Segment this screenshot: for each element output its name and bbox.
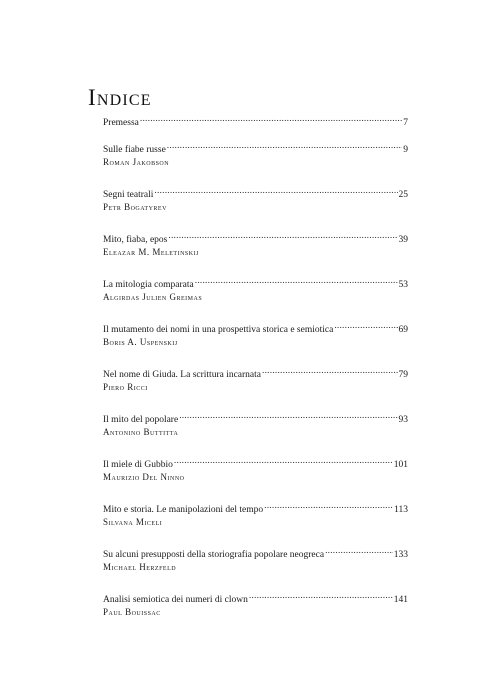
dot-leader <box>262 365 397 377</box>
toc-entry <box>103 275 408 303</box>
toc-line <box>103 230 408 246</box>
toc-entry <box>103 410 408 438</box>
toc-heading: Il miele di Gubbio <box>103 460 173 470</box>
dot-leader <box>154 185 397 197</box>
toc-page-number: 39 <box>398 235 408 245</box>
dot-leader <box>167 140 402 152</box>
toc-page-number: 101 <box>393 460 408 470</box>
toc-entry <box>103 140 408 168</box>
toc-author: Maurizio Del Ninno <box>103 472 185 482</box>
toc-heading: Mito e storia. Le manipolazioni del tempo <box>103 505 264 515</box>
toc-entry <box>103 590 408 618</box>
toc-heading: Sulle fiabe russe <box>103 145 166 155</box>
dot-leader <box>325 545 393 557</box>
toc-entry <box>103 185 408 213</box>
toc-page-number: 133 <box>393 550 408 560</box>
dot-leader <box>195 275 398 287</box>
toc-heading: Il mutamento dei nomi in una prospettiva storica e semiotica <box>103 325 334 335</box>
toc-author: Petr Bogatyrev <box>103 202 167 212</box>
toc-page-number: 53 <box>398 280 408 290</box>
toc-line <box>103 365 408 381</box>
toc-heading: Il mito del popolare <box>103 415 179 425</box>
toc-heading: Segni teatrali <box>103 190 154 200</box>
toc-line <box>103 320 408 336</box>
dot-leader <box>179 410 397 422</box>
toc-line <box>103 185 408 201</box>
toc-page-number: 79 <box>398 370 408 380</box>
toc-author: Paul Bouissac <box>103 607 161 617</box>
toc-page-number: 7 <box>403 118 408 128</box>
toc-page-number: 141 <box>393 595 408 605</box>
toc-line <box>103 545 408 561</box>
toc-entry <box>103 455 408 483</box>
toc-author: Antonino Buttitta <box>103 427 179 437</box>
toc-heading: Su alcuni presupposti della storiografia popolare neogreca <box>103 550 325 560</box>
dot-leader <box>264 500 393 512</box>
toc-entry <box>103 365 408 393</box>
toc-entry <box>103 545 408 573</box>
toc-author: Silvana Miceli <box>103 517 163 527</box>
toc-heading: La mitologia comparata <box>103 280 194 290</box>
toc-entry <box>103 230 408 258</box>
toc-line <box>103 500 408 516</box>
toc-heading: Analisi semiotica dei numeri di clown <box>103 595 248 605</box>
dot-leader <box>174 455 393 467</box>
toc-author: Michael Herzfeld <box>103 562 177 572</box>
toc-page-number: 25 <box>398 190 408 200</box>
dot-leader <box>140 113 402 125</box>
toc-line <box>103 455 408 471</box>
toc-page-number: 9 <box>403 145 408 155</box>
dot-leader <box>334 320 397 332</box>
toc-heading: Premessa <box>103 118 139 128</box>
toc-heading: Mito, fiaba, epos <box>103 235 168 245</box>
toc-page-number: 69 <box>398 325 408 335</box>
page-title: Indice <box>88 85 152 110</box>
toc-page-number: 93 <box>398 415 408 425</box>
toc-line <box>103 590 408 606</box>
toc-page-number: 113 <box>394 505 408 515</box>
toc-entry <box>103 113 408 129</box>
toc-line <box>103 410 408 426</box>
toc-line <box>103 275 408 291</box>
toc-heading: Nel nome di Giuda. La scrittura incarnata <box>103 370 262 380</box>
toc-author: Eleazar M. Meletinskij <box>103 247 199 257</box>
toc-entry <box>103 500 408 528</box>
dot-leader <box>168 230 397 242</box>
toc-line <box>103 140 408 156</box>
toc-line <box>103 113 408 129</box>
toc-author: Piero Ricci <box>103 382 148 392</box>
toc-author: Algirdas Julien Greimas <box>103 292 203 302</box>
toc-author: Roman Jakobson <box>103 157 170 167</box>
toc-author: Boris A. Uspenskij <box>103 337 178 347</box>
dot-leader <box>249 590 393 602</box>
toc-entry <box>103 320 408 348</box>
table-of-contents <box>103 113 408 635</box>
